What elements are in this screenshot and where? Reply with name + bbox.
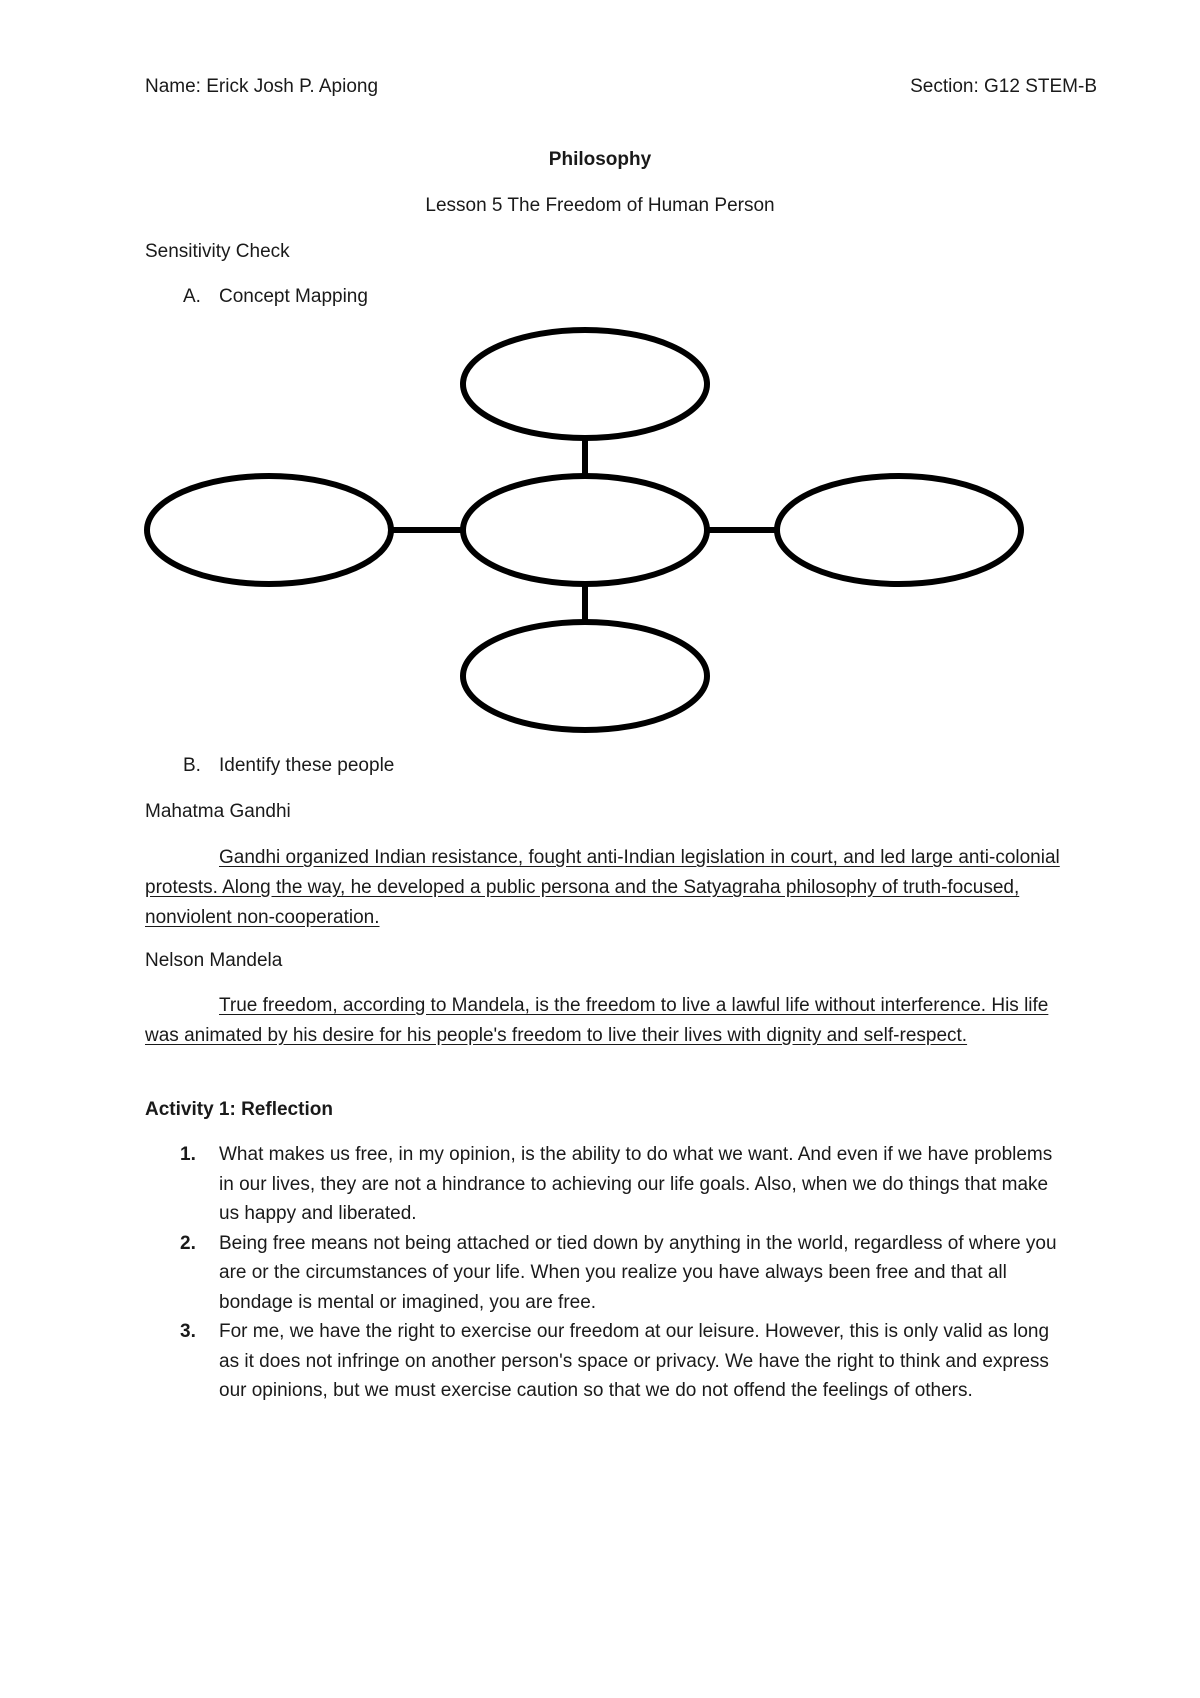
concept-bubble-top: [463, 330, 707, 438]
reflection-list: [145, 1140, 1065, 1406]
student-section: Section: G12 STEM-B: [910, 76, 1097, 97]
student-name: Name: Erick Josh P. Apiong: [145, 76, 379, 97]
reflection-number: 2.: [180, 1232, 196, 1254]
document-title: Philosophy: [548, 149, 652, 170]
person-name-gandhi: Mahatma Gandhi: [145, 801, 291, 822]
reflection-item: [145, 1140, 1065, 1229]
activity-heading: Activity 1: Reflection: [145, 1099, 333, 1120]
reflection-number: 1.: [180, 1144, 196, 1165]
concept-bubble-left: [147, 476, 391, 584]
person-name-mandela: Nelson Mandela: [145, 950, 283, 971]
part-a-letter: A.: [183, 286, 201, 307]
person-description-mandela: True freedom, according to Mandela, is the freedom to live a lawful life without interference. His life was animated by his desire for his people's freedom to live their lives with dignity and self-respect.: [145, 995, 1049, 1046]
reflection-item: [145, 1229, 1065, 1318]
part-b-label: Identify these people: [219, 755, 395, 776]
concept-bubble-right: [777, 476, 1021, 584]
reflection-item: [145, 1317, 1065, 1406]
concept-bubble-center: [463, 476, 707, 584]
person-description-gandhi: Gandhi organized Indian resistance, fought anti-Indian legislation in court, and led large anti-colonial protests. Along the way, he developed a public persona and the Satyagraha philosophy of truth-focused, nonviolent non-cooperation.: [145, 847, 1060, 928]
part-b-letter: B.: [183, 755, 201, 776]
reflection-text: Being free means not being attached or tied down by anything in the world, regardless of where you are or the circumstances of your life. When you realize you have always been free and that all bondage is mental or imagined, you are free.: [219, 1232, 1057, 1313]
part-a-label: Concept Mapping: [219, 286, 368, 307]
reflection-text: For me, we have the right to exercise our freedom at our leisure. However, this is only valid as long as it does not infringe on another person's space or privacy. We have the right to think and express our opinions, but we must exercise caution so that we do not offend the feelings of others.: [219, 1321, 1050, 1401]
reflection-number: 3.: [180, 1321, 196, 1342]
sensitivity-check-heading: Sensitivity Check: [145, 241, 290, 262]
lesson-title: Lesson 5 The Freedom of Human Person: [425, 195, 775, 216]
reflection-text: What makes us free, in my opinion, is the ability to do what we want. And even if we have problems in our lives, they are not a hindrance to achieving our life goals. Also, when we do things that make us happy and liberated.: [219, 1144, 1053, 1224]
concept-bubble-bottom: [463, 622, 707, 730]
